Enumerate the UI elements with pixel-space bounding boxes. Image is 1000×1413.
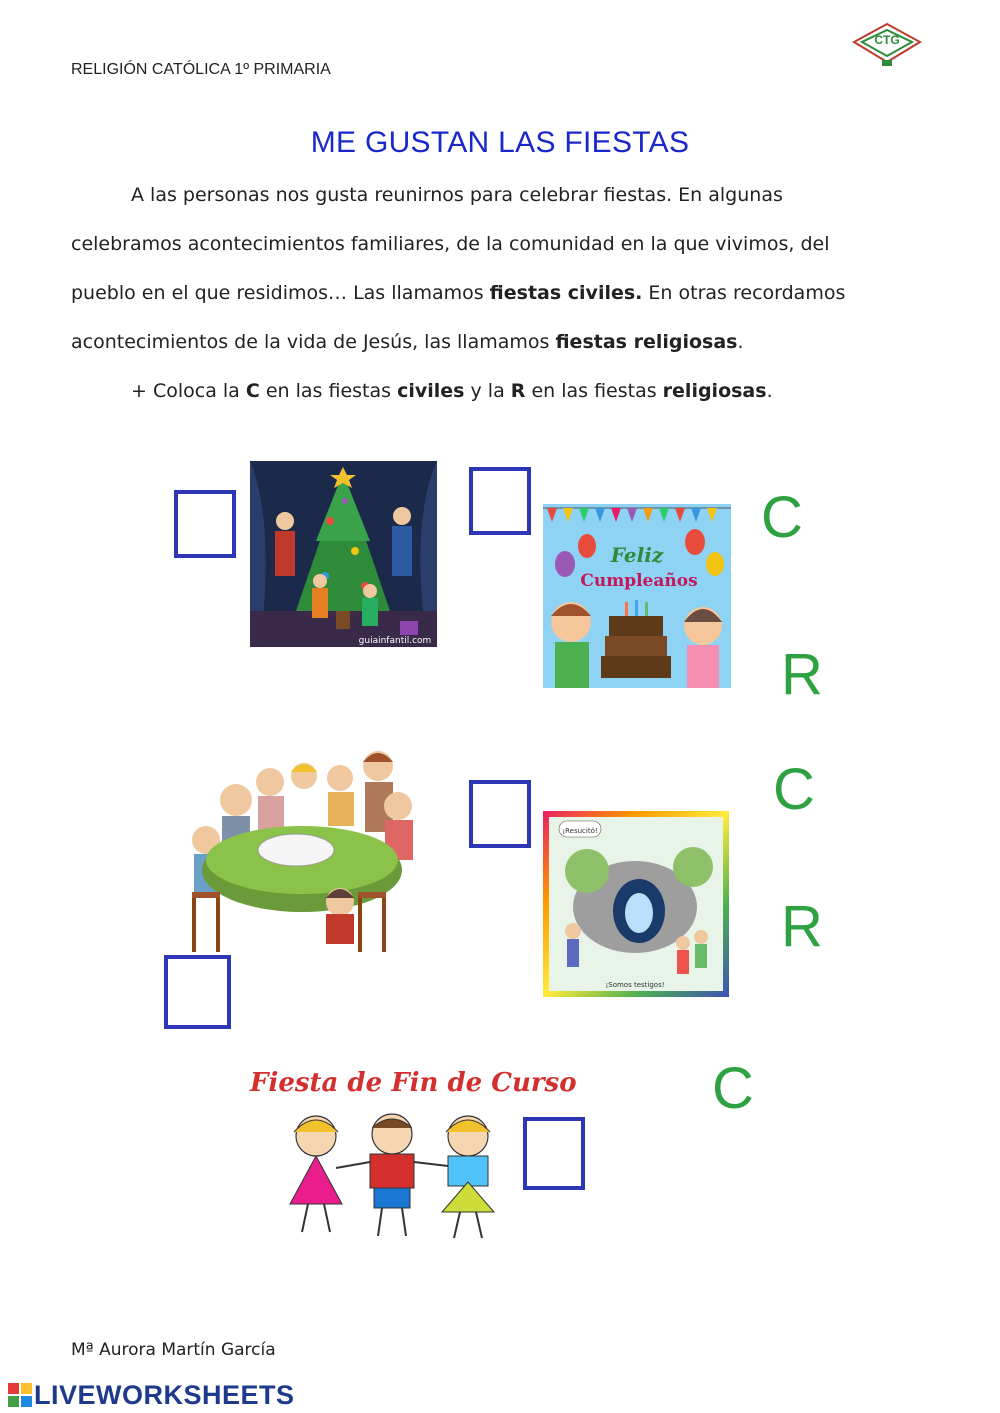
bold-civiles: civiles xyxy=(397,380,465,402)
intro-paragraph xyxy=(71,171,931,416)
para-line-2: celebramos acontecimientos familiares, de la comunidad en la que vivimos, del xyxy=(71,233,830,255)
bold-religiosas: religiosas xyxy=(662,380,767,402)
answer-box-easter[interactable] xyxy=(469,780,531,848)
para-line-1: A las personas nos gusta reunirnos para celebrar fiestas. En algunas xyxy=(131,184,783,206)
school-logo xyxy=(852,22,922,68)
answer-box-christmas[interactable] xyxy=(174,490,236,558)
bold-c: C xyxy=(245,380,260,402)
christmas-tree-image xyxy=(250,461,437,647)
fin-curso-image xyxy=(268,1104,518,1254)
page-title: ME GUSTAN LAS FIESTAS xyxy=(310,126,690,159)
family-dinner-image xyxy=(182,742,428,956)
letter-c-3[interactable]: C xyxy=(712,1056,754,1121)
text-span: . xyxy=(766,380,773,402)
author-name: Mª Aurora Martín García xyxy=(71,1340,276,1360)
answer-box-birthday[interactable] xyxy=(469,467,531,535)
christmas-credit: guiainfantil.com xyxy=(358,636,432,646)
fin-curso-title: Fiesta de Fin de Curso xyxy=(250,1068,577,1098)
text-span: acontecimientos de la vida de Jesús, las llamamos xyxy=(71,331,556,353)
subject-header: RELIGIÓN CATÓLICA 1º PRIMARIA xyxy=(71,61,331,78)
svg-text:CTG: CTG xyxy=(874,33,900,47)
text-span: En otras recordamos xyxy=(642,282,846,304)
text-span: en las fiestas xyxy=(259,380,398,402)
liveworksheets-brand[interactable] xyxy=(8,1380,295,1410)
bold-religiosas: fiestas religiosas xyxy=(555,331,738,353)
text-span: + Coloca la xyxy=(131,380,246,402)
answer-box-family-dinner[interactable] xyxy=(164,955,231,1029)
answer-box-fin-curso[interactable] xyxy=(523,1117,585,1190)
text-span: . xyxy=(737,331,744,353)
liveworksheets-text: LIVEWORKSHEETS xyxy=(34,1379,295,1410)
birthday-image xyxy=(543,504,731,688)
bold-civiles: fiestas civiles. xyxy=(489,282,643,304)
text-span: y la xyxy=(464,380,511,402)
easter-bottom-text: ¡Somos testigos! xyxy=(605,981,665,989)
text-span: pueblo en el que residimos… Las llamamos xyxy=(71,282,490,304)
para-line-4 xyxy=(71,318,931,367)
letter-r-1[interactable]: R xyxy=(781,642,823,707)
instruction-line xyxy=(71,367,931,416)
easter-top-text: ¡Resucitó! xyxy=(562,827,598,835)
birthday-title-2: Cumpleaños xyxy=(580,571,698,591)
letter-c-1[interactable]: C xyxy=(761,485,803,550)
para-line-3 xyxy=(71,269,931,318)
birthday-title-1: Feliz xyxy=(610,543,664,567)
letter-c-2[interactable]: C xyxy=(773,757,815,822)
easter-image xyxy=(543,811,729,997)
letter-r-2[interactable]: R xyxy=(781,894,823,959)
bold-r: R xyxy=(510,380,526,402)
text-span: en las fiestas xyxy=(525,380,663,402)
liveworksheets-icon xyxy=(8,1383,32,1407)
